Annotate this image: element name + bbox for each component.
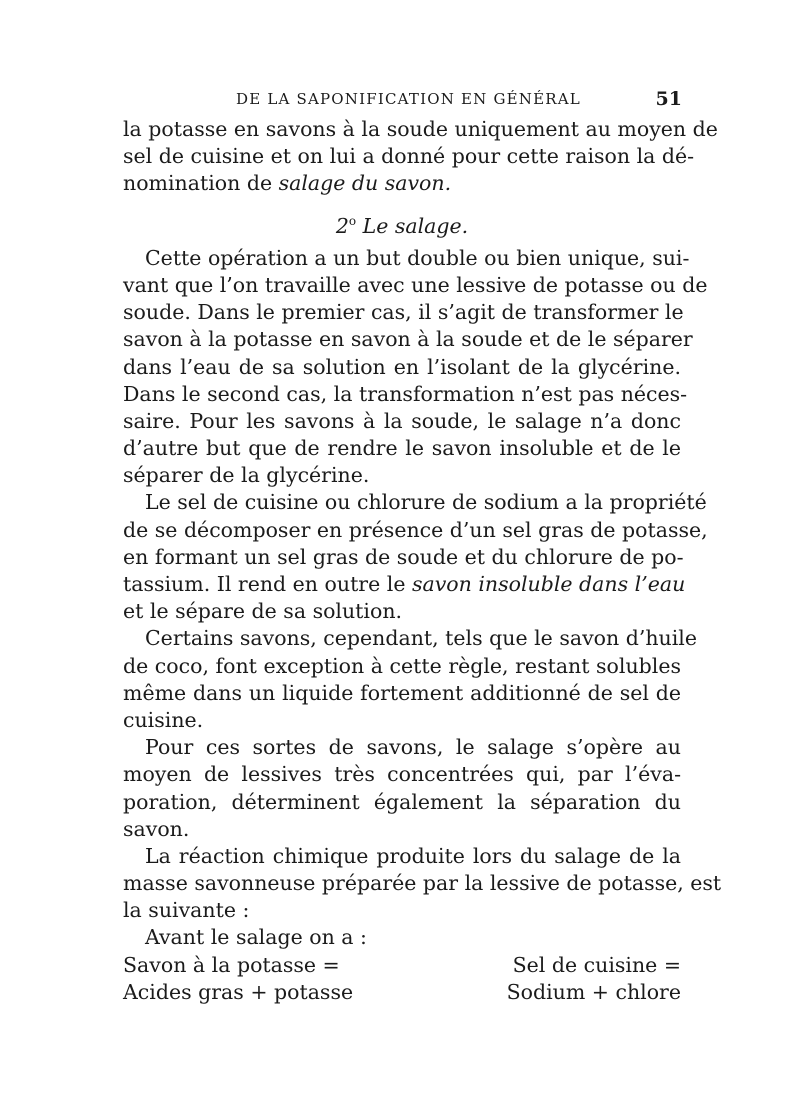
- text-line: de coco, font exception à cette règle, restant solubles: [123, 653, 681, 678]
- running-title: DE LA SAPONIFICATION EN GÉNÉRAL: [236, 90, 581, 108]
- equation-left: Acides gras + potasse: [123, 979, 354, 1004]
- equation-right: Sodium + chlore: [506, 979, 681, 1004]
- text-line: en formant un sel gras de soude et du chlorure de po-: [123, 544, 684, 569]
- heading-ordinal: o: [348, 213, 357, 228]
- equation-intro: Avant le salage on a :: [145, 925, 367, 950]
- text-line: vant que l’on travaille avec une lessive de potasse ou de: [123, 272, 708, 297]
- text-line: séparer de la glycérine.: [123, 463, 370, 488]
- text-line: soude. Dans le premier cas, il s’agit de transformer le: [123, 300, 684, 325]
- italic-term: salage du savon.: [278, 171, 452, 196]
- text-line: Dans le second cas, la transformation n’est pas néces-: [123, 381, 688, 406]
- text-line: la suivante :: [123, 898, 250, 923]
- equation-row: [123, 952, 681, 979]
- text-line: même dans un liquide fortement additionné de sel de: [123, 680, 681, 705]
- section-heading: [123, 208, 681, 238]
- text-fragment: tassium. Il rend en outre le: [123, 572, 412, 596]
- equation-left: Savon à la potasse =: [123, 952, 340, 977]
- text-line: sel de cuisine et on lui a donné pour cette raison la dé-: [123, 144, 695, 169]
- text-line: dans l’eau de sa solution en l’isolant de la glycérine.: [123, 354, 681, 379]
- text-line: Le sel de cuisine ou chlorure de sodium a la propriété: [145, 490, 707, 515]
- text-line: et le sépare de sa solution.: [123, 599, 403, 624]
- text-line: [123, 571, 686, 598]
- text-line: Certains savons, cependant, tels que le savon d’huile: [145, 626, 697, 651]
- italic-phrase: savon insoluble dans l’eau: [411, 572, 686, 596]
- text-line: La réaction chimique produite lors du salage de la: [145, 843, 681, 868]
- text-line: moyen de lessives très concentrées qui, par l’éva-: [123, 762, 681, 787]
- text-line: saire. Pour les savons à la soude, le salage n’a donc: [123, 408, 681, 433]
- heading-text: Le salage.: [356, 213, 469, 238]
- text-line: la potasse en savons à la soude uniquement au moyen de: [123, 117, 718, 141]
- text-fragment: nomination de: [123, 171, 279, 196]
- text-line: Pour ces sortes de savons, le salage s’opère au: [145, 735, 681, 760]
- text-line: poration, déterminent également la séparation du: [123, 789, 681, 814]
- body-text: [123, 116, 722, 1006]
- text-line: Cette opération a un but double ou bien unique, sui-: [145, 245, 690, 270]
- text-line: cuisine.: [123, 707, 204, 732]
- text-line: de se décomposer en présence d’un sel gras de potasse,: [123, 517, 708, 542]
- page-number: 51: [655, 88, 682, 110]
- text-line: d’autre but que de rendre le savon insoluble et de le: [123, 436, 681, 461]
- text-line: masse savonneuse préparée par la lessive de potasse, est: [123, 871, 722, 896]
- equation-right: Sel de cuisine =: [512, 952, 681, 977]
- heading-number: 2: [335, 213, 349, 238]
- text-line: savon.: [123, 816, 190, 841]
- equation-row: [123, 979, 681, 1006]
- text-line: [123, 170, 681, 197]
- running-head: [236, 88, 682, 112]
- text-line: savon à la potasse en savon à la soude et de le séparer: [123, 327, 693, 352]
